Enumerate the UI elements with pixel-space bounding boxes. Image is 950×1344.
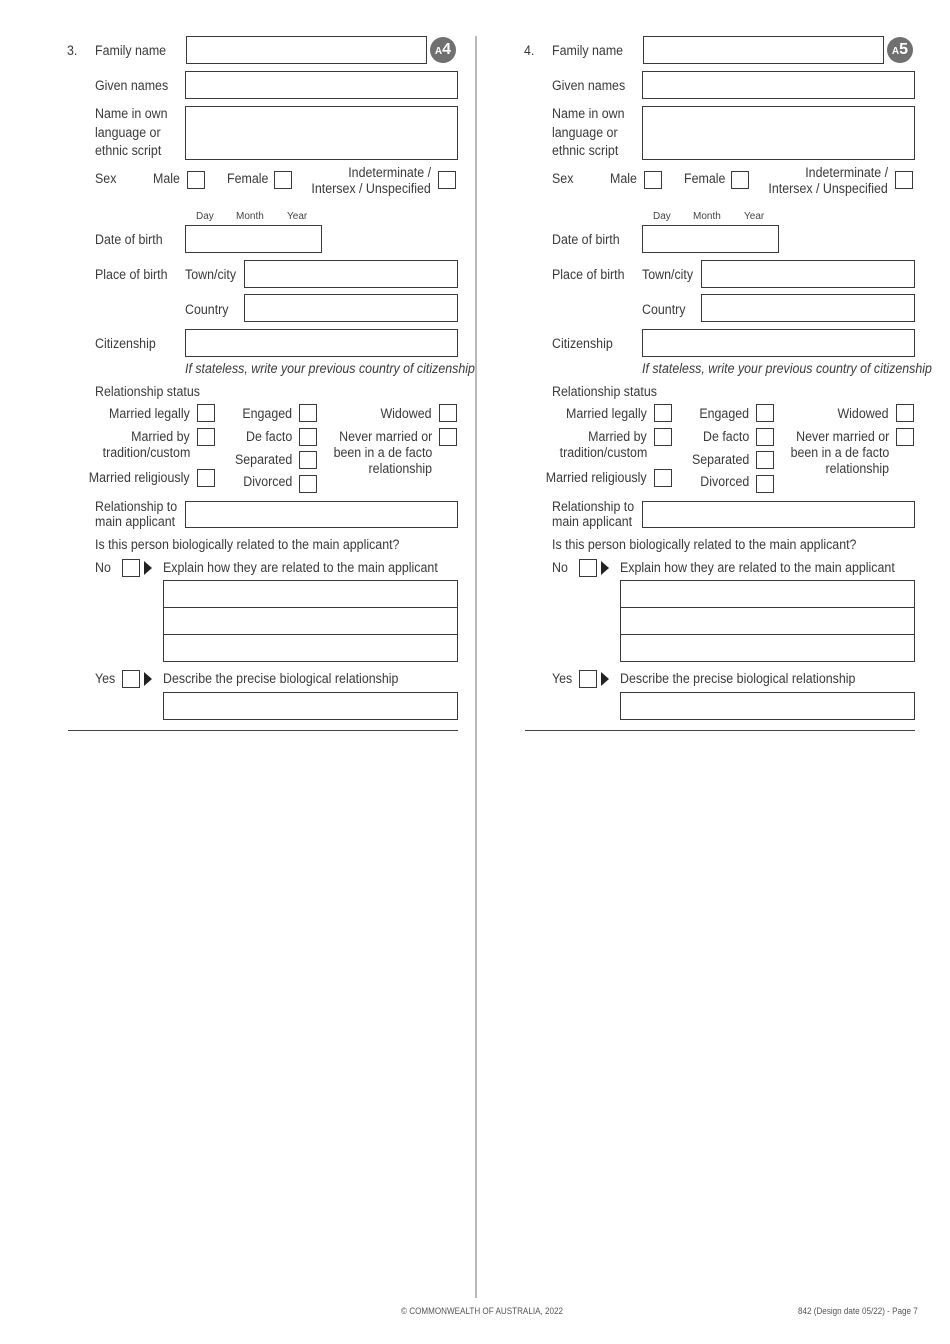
married-by-label-2: tradition/custom — [559, 445, 647, 460]
year-label: Year — [287, 211, 308, 222]
section-end-rule — [525, 730, 915, 731]
married-by-tradition-checkbox[interactable] — [654, 428, 672, 446]
year-label: Year — [744, 211, 765, 222]
sex-label: Sex — [552, 171, 574, 186]
dob-label: Date of birth — [552, 232, 620, 247]
engaged-label: Engaged — [699, 406, 749, 421]
explain-input-line-1[interactable] — [620, 580, 915, 608]
own-language-input[interactable] — [642, 106, 915, 160]
citizenship-label: Citizenship — [95, 336, 156, 351]
yes-checkbox[interactable] — [579, 670, 597, 688]
country-label: Country — [642, 302, 686, 317]
relationship-to-main-input[interactable] — [185, 501, 458, 528]
applicant-badge: A5 — [887, 37, 913, 63]
day-label: Day — [653, 211, 671, 222]
married-legally-checkbox[interactable] — [197, 404, 215, 422]
country-input[interactable] — [244, 294, 458, 322]
describe-label: Describe the precise biological relationship — [620, 671, 856, 686]
indeterminate-checkbox[interactable] — [895, 171, 913, 189]
copyright: © COMMONWEALTH OF AUSTRALIA, 2022 — [401, 1306, 563, 1316]
country-label: Country — [185, 302, 229, 317]
separated-label: Separated — [691, 452, 749, 467]
married-by-label-1: Married by — [131, 429, 190, 444]
rel-main-label-1: Relationship to — [552, 499, 635, 514]
indeterminate-label-1: Indeterminate / — [348, 165, 431, 180]
de-facto-checkbox[interactable] — [756, 428, 774, 446]
never-married-label-1: Never married or — [795, 429, 889, 444]
given-names-label: Given names — [552, 78, 626, 93]
indeterminate-label-1: Indeterminate / — [805, 165, 888, 180]
married-by-label-1: Married by — [588, 429, 647, 444]
yes-checkbox[interactable] — [122, 670, 140, 688]
never-married-label-2: been in a de facto — [333, 445, 432, 460]
married-legally-label: Married legally — [109, 406, 190, 421]
explain-label: Explain how they are related to the main applicant — [620, 560, 895, 575]
divorced-checkbox[interactable] — [756, 475, 774, 493]
day-label: Day — [196, 211, 214, 222]
month-label: Month — [236, 211, 264, 222]
describe-input[interactable] — [620, 692, 915, 720]
male-label: Male — [153, 171, 180, 186]
explain-label: Explain how they are related to the main applicant — [163, 560, 438, 575]
de-facto-checkbox[interactable] — [299, 428, 317, 446]
male-label: Male — [610, 171, 637, 186]
explain-input-line-2[interactable] — [620, 607, 915, 635]
married-legally-label: Married legally — [566, 406, 647, 421]
section-number: 3. — [67, 43, 78, 58]
country-input[interactable] — [701, 294, 915, 322]
own-language-label-2: language or — [552, 125, 618, 140]
family-name-label: Family name — [552, 43, 624, 58]
separated-checkbox[interactable] — [299, 451, 317, 469]
male-checkbox[interactable] — [187, 171, 205, 189]
married-religiously-label: Married religiously — [546, 470, 647, 485]
dob-label: Date of birth — [95, 232, 163, 247]
own-language-label-1: Name in own — [552, 106, 625, 121]
no-label: No — [95, 560, 111, 575]
given-names-input[interactable] — [185, 71, 458, 99]
citizenship-input[interactable] — [185, 329, 458, 357]
arrow-right-icon — [144, 561, 152, 575]
applicant-badge: A4 — [430, 37, 456, 63]
town-label: Town/city — [185, 267, 237, 282]
family-name-input[interactable] — [186, 36, 427, 64]
citizenship-input[interactable] — [642, 329, 915, 357]
indeterminate-checkbox[interactable] — [438, 171, 456, 189]
rel-main-label-2: main applicant — [552, 514, 633, 529]
own-language-label-1: Name in own — [95, 106, 168, 121]
arrow-right-icon — [601, 672, 609, 686]
female-checkbox[interactable] — [274, 171, 292, 189]
indeterminate-label-2: Intersex / Unspecified — [311, 181, 431, 196]
relationship-status-label: Relationship status — [552, 384, 657, 399]
married-legally-checkbox[interactable] — [654, 404, 672, 422]
explain-input-line-3[interactable] — [620, 634, 915, 662]
page-number: 842 (Design date 05/22) - Page 7 — [798, 1306, 918, 1316]
given-names-input[interactable] — [642, 71, 915, 99]
widowed-label: Widowed — [837, 406, 889, 421]
no-checkbox[interactable] — [122, 559, 140, 577]
divorced-checkbox[interactable] — [299, 475, 317, 493]
town-label: Town/city — [642, 267, 694, 282]
yes-label: Yes — [95, 671, 116, 686]
never-married-label-1: Never married or — [338, 429, 432, 444]
married-religiously-label: Married religiously — [89, 470, 190, 485]
explain-input-line-2[interactable] — [163, 607, 458, 635]
person-section-4 — [457, 0, 932, 740]
own-language-label-2: language or — [95, 125, 161, 140]
married-by-tradition-checkbox[interactable] — [197, 428, 215, 446]
describe-input[interactable] — [163, 692, 458, 720]
arrow-right-icon — [601, 561, 609, 575]
never-married-label-2: been in a de facto — [790, 445, 889, 460]
married-by-label-2: tradition/custom — [102, 445, 190, 460]
describe-label: Describe the precise biological relationship — [163, 671, 399, 686]
month-label: Month — [693, 211, 721, 222]
never-married-checkbox[interactable] — [896, 428, 914, 446]
divorced-label: Divorced — [699, 474, 749, 489]
family-name-label: Family name — [95, 43, 167, 58]
dob-input[interactable] — [185, 225, 322, 253]
de-facto-label: De facto — [702, 429, 749, 444]
female-label: Female — [684, 171, 726, 186]
rel-main-label-1: Relationship to — [95, 499, 178, 514]
bio-question: Is this person biologically related to the main applicant? — [95, 537, 400, 552]
female-label: Female — [227, 171, 269, 186]
explain-input-line-3[interactable] — [163, 634, 458, 662]
de-facto-label: De facto — [245, 429, 292, 444]
pob-label: Place of birth — [552, 267, 625, 282]
section-end-rule — [68, 730, 458, 731]
town-input[interactable] — [244, 260, 458, 288]
indeterminate-label-2: Intersex / Unspecified — [768, 181, 888, 196]
given-names-label: Given names — [95, 78, 169, 93]
never-married-label-3: relationship — [368, 461, 432, 476]
engaged-checkbox[interactable] — [756, 404, 774, 422]
divorced-label: Divorced — [242, 474, 292, 489]
never-married-label-3: relationship — [825, 461, 889, 476]
stateless-note: If stateless, write your previous country of citizenship — [185, 361, 475, 376]
explain-input-line-1[interactable] — [163, 580, 458, 608]
person-section-3 — [0, 0, 475, 740]
married-religiously-checkbox[interactable] — [197, 469, 215, 487]
arrow-right-icon — [144, 672, 152, 686]
widowed-label: Widowed — [380, 406, 432, 421]
own-language-input[interactable] — [185, 106, 458, 160]
married-religiously-checkbox[interactable] — [654, 469, 672, 487]
no-label: No — [552, 560, 568, 575]
citizenship-label: Citizenship — [552, 336, 613, 351]
separated-checkbox[interactable] — [756, 451, 774, 469]
pob-label: Place of birth — [95, 267, 168, 282]
no-checkbox[interactable] — [579, 559, 597, 577]
relationship-status-label: Relationship status — [95, 384, 200, 399]
widowed-checkbox[interactable] — [896, 404, 914, 422]
yes-label: Yes — [552, 671, 573, 686]
sex-label: Sex — [95, 171, 117, 186]
widowed-checkbox[interactable] — [439, 404, 457, 422]
rel-main-label-2: main applicant — [95, 514, 176, 529]
town-input[interactable] — [701, 260, 915, 288]
never-married-checkbox[interactable] — [439, 428, 457, 446]
relationship-to-main-input[interactable] — [642, 501, 915, 528]
dob-input[interactable] — [642, 225, 779, 253]
own-language-label-3: ethnic script — [552, 143, 619, 158]
separated-label: Separated — [234, 452, 292, 467]
section-number: 4. — [524, 43, 535, 58]
male-checkbox[interactable] — [644, 171, 662, 189]
family-name-input[interactable] — [643, 36, 884, 64]
bio-question: Is this person biologically related to the main applicant? — [552, 537, 857, 552]
engaged-checkbox[interactable] — [299, 404, 317, 422]
engaged-label: Engaged — [242, 406, 292, 421]
stateless-note: If stateless, write your previous country of citizenship — [642, 361, 932, 376]
own-language-label-3: ethnic script — [95, 143, 162, 158]
female-checkbox[interactable] — [731, 171, 749, 189]
